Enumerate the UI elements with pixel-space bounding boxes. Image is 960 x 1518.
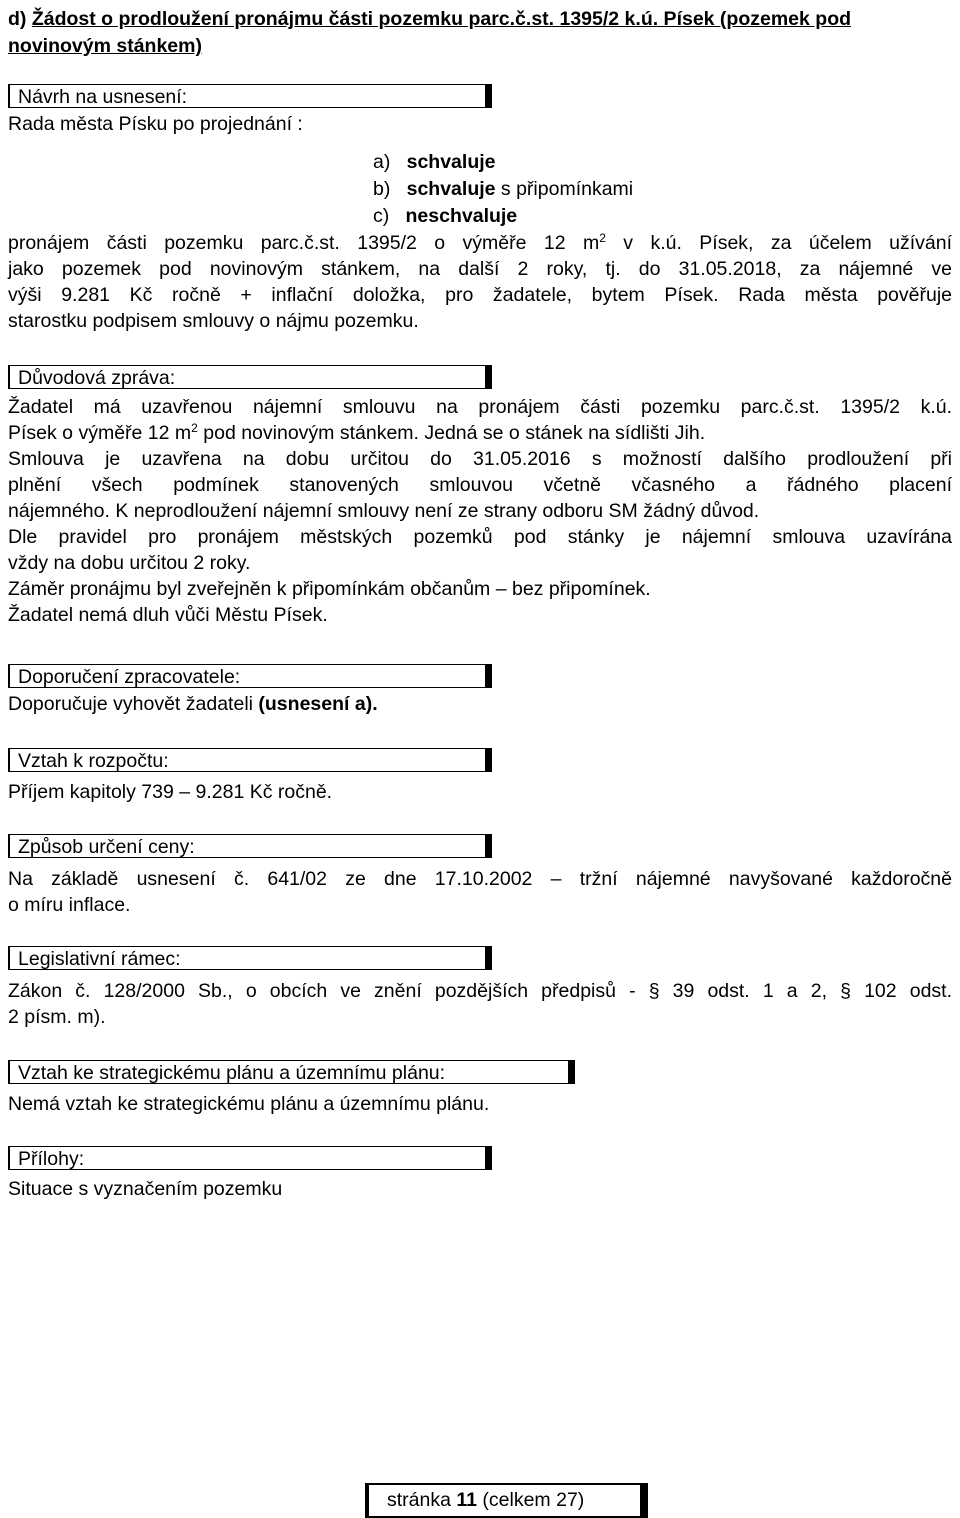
reasoning-line9: Žadatel nemá dluh vůči Městu Písek. bbox=[8, 604, 328, 626]
reasoning-line6: Dle pravidel pro pronájem městských pozemků pod stánky je nájemní smlouva uzavírána bbox=[8, 526, 952, 548]
title-text: Žádost o prodloužení pronájmu části pozemku parc.č.st. 1395/2 k.ú. Písek (pozemek pod novinovým stánkem) bbox=[8, 8, 852, 57]
attachments-text: Situace s vyznačením pozemku bbox=[8, 1178, 283, 1200]
page-number: 11 bbox=[456, 1489, 477, 1511]
option-b-rest: s připomínkami bbox=[495, 178, 634, 200]
recommendation-text-bold: (usnesení a). bbox=[258, 693, 378, 715]
budget-text: Příjem kapitoly 739 – 9.281 Kč ročně. bbox=[8, 781, 333, 803]
proposal-body-line3: výši 9.281 Kč ročně + inflační doložka, pro žadatele, bytem Písek. Rada města pověřuje bbox=[8, 284, 952, 306]
option-c bbox=[373, 203, 517, 230]
reasoning-line7: vždy na dobu určitou 2 roky. bbox=[8, 552, 251, 574]
recommendation-heading: Doporučení zpracovatele: bbox=[8, 664, 492, 688]
recommendation-text-a: Doporučuje vyhovět žadateli bbox=[8, 693, 259, 715]
page-number-box bbox=[365, 1483, 648, 1518]
strategy-text: Nemá vztah ke strategickému plánu a územnímu plánu. bbox=[8, 1093, 490, 1115]
pricing-line2: o míru inflace. bbox=[8, 894, 131, 916]
reasoning-body bbox=[8, 394, 952, 628]
proposal-body-line1-b: v k.ú. Písek, za účelem užívání bbox=[605, 232, 953, 254]
reasoning-line4: plnění všech podmínek stanovených smlouvou včetně včasného a řádného placení bbox=[8, 474, 952, 496]
page-title bbox=[8, 6, 952, 60]
budget-heading: Vztah k rozpočtu: bbox=[8, 748, 492, 772]
reasoning-line2 bbox=[8, 420, 952, 446]
reasoning-line2-b: pod novinovým stánkem. Jedná se o stánek na sídlišti Jih. bbox=[197, 422, 706, 444]
reasoning-line3: Smlouva je uzavřena na dobu určitou do 31.05.2016 s možností dalšího prodloužení při bbox=[8, 448, 952, 470]
legislation-line1: Zákon č. 128/2000 Sb., o obcích ve znění pozdějších předpisů - § 39 odst. 1 a 2, § 102 odst. bbox=[8, 980, 952, 1002]
proposal-body-line1 bbox=[8, 230, 952, 256]
strategy-heading: Vztah ke strategickému plánu a územnímu plánu: bbox=[8, 1060, 575, 1084]
option-a bbox=[373, 149, 496, 176]
reasoning-line2-a: Písek o výměře 12 m bbox=[8, 422, 192, 444]
option-a-bold: schvaluje bbox=[406, 151, 496, 173]
reasoning-heading: Důvodová zpráva: bbox=[8, 365, 492, 389]
option-c-bold: neschvaluje bbox=[405, 205, 518, 227]
proposal-body-line4: starostku podpisem smlouvy o nájmu pozemku. bbox=[8, 310, 419, 332]
title-prefix: d) bbox=[8, 8, 32, 30]
reasoning-line8: Záměr pronájmu byl zveřejněn k připomínkám občanům – bez připomínek. bbox=[8, 578, 651, 600]
option-b-letter: b) bbox=[373, 178, 391, 200]
attachments-heading: Přílohy: bbox=[8, 1146, 492, 1170]
page-number-prefix: stránka bbox=[387, 1489, 457, 1511]
option-c-letter: c) bbox=[373, 205, 390, 227]
legislation-heading: Legislativní rámec: bbox=[8, 946, 492, 970]
page-total: (celkem 27) bbox=[477, 1489, 585, 1511]
proposal-heading: Návrh na usnesení: bbox=[8, 84, 492, 108]
proposal-intro: Rada města Písku po projednání : bbox=[8, 113, 303, 135]
proposal-body bbox=[8, 230, 952, 334]
option-b-bold: schvaluje bbox=[406, 178, 496, 200]
option-b bbox=[373, 176, 633, 203]
legislation-body bbox=[8, 978, 952, 1030]
proposal-body-line2: jako pozemek pod novinovým stánkem, na další 2 roky, tj. do 31.05.2018, za nájemné ve bbox=[8, 258, 952, 280]
proposal-body-line1-a: pronájem části pozemku parc.č.st. 1395/2 o výměře 12 m bbox=[8, 232, 600, 254]
pricing-body bbox=[8, 866, 952, 918]
proposal-body-sup: 2 bbox=[599, 231, 606, 245]
pricing-line1: Na základě usnesení č. 641/02 ze dne 17.10.2002 – tržní nájemné navyšované každoročně bbox=[8, 868, 952, 890]
pricing-heading: Způsob určení ceny: bbox=[8, 834, 492, 858]
reasoning-line5: nájemného. K neprodloužení nájemní smlouvy není ze strany odboru SM žádný důvod. bbox=[8, 500, 760, 522]
recommendation-text bbox=[8, 691, 378, 717]
option-a-letter: a) bbox=[373, 151, 391, 173]
legislation-line2: 2 písm. m). bbox=[8, 1006, 106, 1028]
reasoning-line1: Žadatel má uzavřenou nájemní smlouvu na pronájem části pozemku parc.č.st. 1395/2 k.ú. bbox=[8, 396, 952, 418]
reasoning-sup: 2 bbox=[191, 421, 198, 435]
